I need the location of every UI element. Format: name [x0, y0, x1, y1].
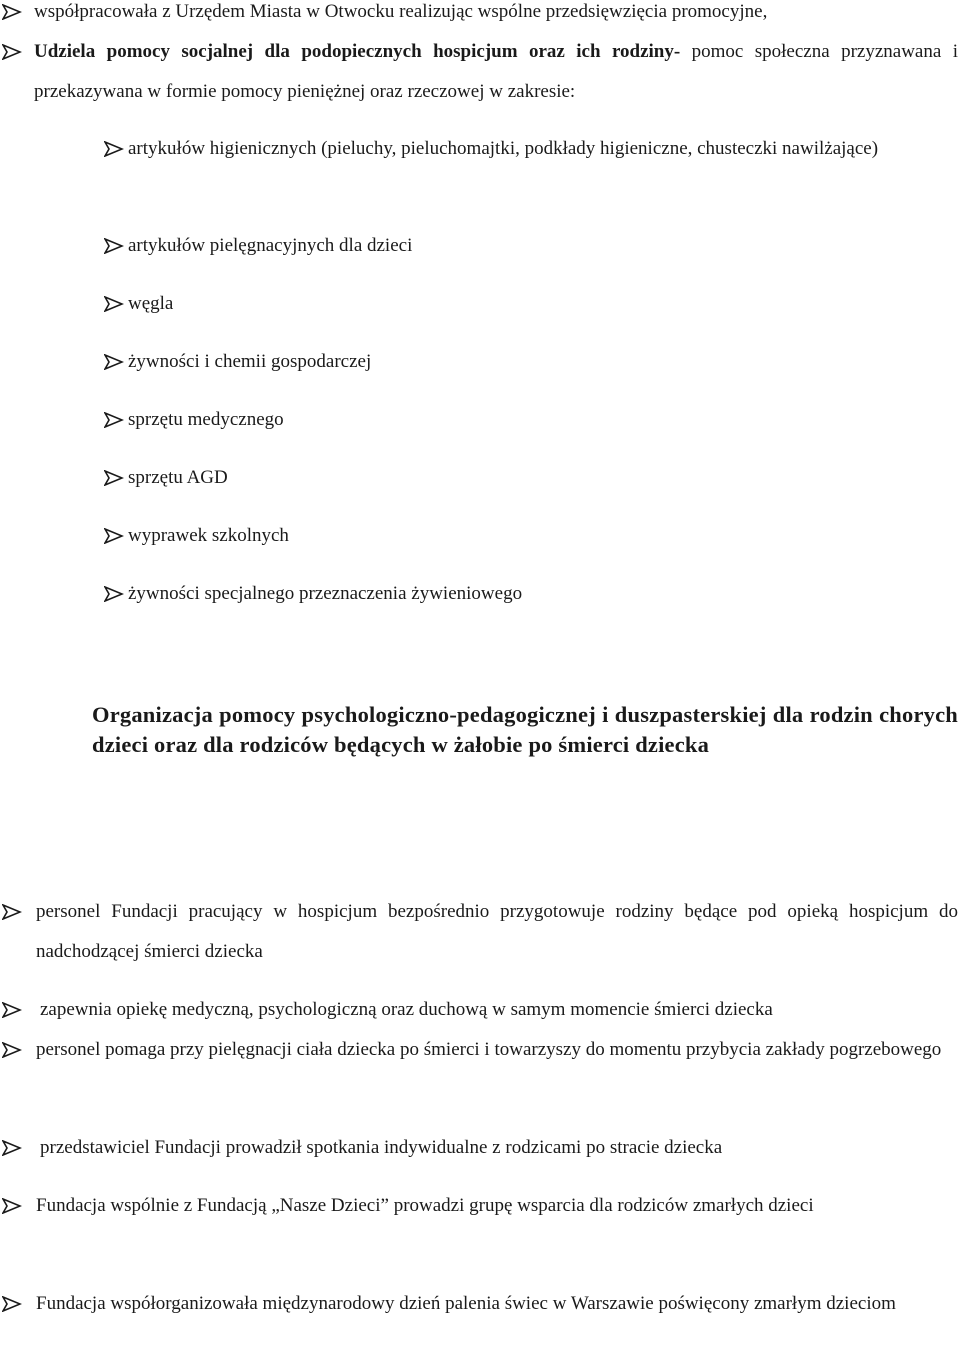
arrowhead-bullet-icon	[2, 4, 22, 20]
arrowhead-bullet-icon	[104, 238, 124, 254]
arrowhead-bullet-icon	[104, 354, 124, 370]
sub-list-item	[104, 226, 956, 266]
sub-list-item-text: sprzętu AGD	[128, 467, 228, 488]
arrowhead-bullet-icon	[2, 44, 22, 60]
list-item-text: przedstawiciel Fundacji prowadził spotkania indywidualne z rodzicami po stracie dziecka	[40, 1137, 723, 1158]
sub-list-item-text: sprzętu medycznego	[128, 409, 284, 430]
list-item-text: Fundacja współorganizowała międzynarodowy dzień palenia świec w Warszawie poświęcony zmarłym dzieciom	[36, 1293, 896, 1314]
list-item	[0, 990, 958, 1030]
sub-list-item	[104, 342, 956, 382]
arrowhead-bullet-icon	[2, 1296, 22, 1312]
list-item-text: Fundacja wspólnie z Fundacją „Nasze Dzieci” prowadzi grupę wsparcia dla rodziców zmarłych dzieci	[36, 1195, 814, 1216]
list-item-text	[0, 32, 958, 112]
arrowhead-bullet-icon	[2, 1140, 22, 1156]
sub-list-item-text: artykułów higienicznych (pieluchy, pieluchomajtki, podkłady higieniczne, chusteczki nawilżające)	[128, 138, 879, 159]
arrowhead-bullet-icon	[104, 528, 124, 544]
list-item	[0, 0, 958, 32]
list-item-text-content: personel Fundacji pracujący w hospicjum bezpośrednio przygotowuje rodziny będące pod opieką hospicjum do nadchodzącej śmierci dziecka	[36, 901, 958, 962]
list-item-text: współpracowała z Urzędem Miasta w Otwocku realizując wspólne przedsięwzięcia promocyjne,	[34, 1, 768, 22]
item-rest-text: pomoc społeczna przyznawana i przekazywana w formie pomocy pieniężnej oraz rzeczowej w zakresie:	[34, 41, 958, 102]
list-item	[0, 892, 958, 972]
list-item-text	[0, 892, 958, 972]
arrowhead-bullet-icon	[104, 470, 124, 486]
bold-lead-text: Udziela pomocy socjalnej dla podopiecznych hospicjum oraz ich rodziny-	[34, 41, 681, 62]
section-heading: Organizacja pomocy psychologiczno-pedagogicznej i duszpasterskiej dla rodzin chorych dzieci oraz dla rodziców będących w żałobie po śmierci dziecka	[92, 702, 958, 757]
sub-list-item-text: wyprawek szkolnych	[128, 525, 289, 546]
sub-list-item	[104, 400, 956, 440]
arrowhead-bullet-icon	[2, 904, 22, 920]
list-item	[0, 1128, 958, 1168]
list-item	[0, 1030, 958, 1070]
sub-list-item	[104, 574, 956, 614]
list-item	[0, 32, 958, 112]
list-item-text: personel pomaga przy pielęgnacji ciała dziecka po śmierci i towarzyszy do momentu przybycia zakłady pogrzebowego	[36, 1039, 942, 1060]
arrowhead-bullet-icon	[2, 1042, 22, 1058]
sub-list-item	[104, 129, 956, 169]
list-item-text: zapewnia opiekę medyczną, psychologiczną oraz duchową w samym momencie śmierci dziecka	[40, 999, 773, 1020]
arrowhead-bullet-icon	[104, 296, 124, 312]
sub-list-item-text: węgla	[128, 293, 174, 314]
sub-list-item-text: żywności i chemii gospodarczej	[128, 351, 372, 372]
arrowhead-bullet-icon	[104, 141, 124, 157]
arrowhead-bullet-icon	[104, 412, 124, 428]
sub-list-item	[104, 516, 956, 556]
list-item	[0, 1284, 958, 1324]
sub-list-item	[104, 284, 956, 324]
sub-list-item	[104, 458, 956, 498]
sub-list-item-text: artykułów pielęgnacyjnych dla dzieci	[128, 235, 413, 256]
sub-list-item-text: żywności specjalnego przeznaczenia żywieniowego	[128, 583, 523, 604]
arrowhead-bullet-icon	[2, 1198, 22, 1214]
arrowhead-bullet-icon	[104, 586, 124, 602]
arrowhead-bullet-icon	[2, 1002, 22, 1018]
list-item	[0, 1186, 958, 1226]
